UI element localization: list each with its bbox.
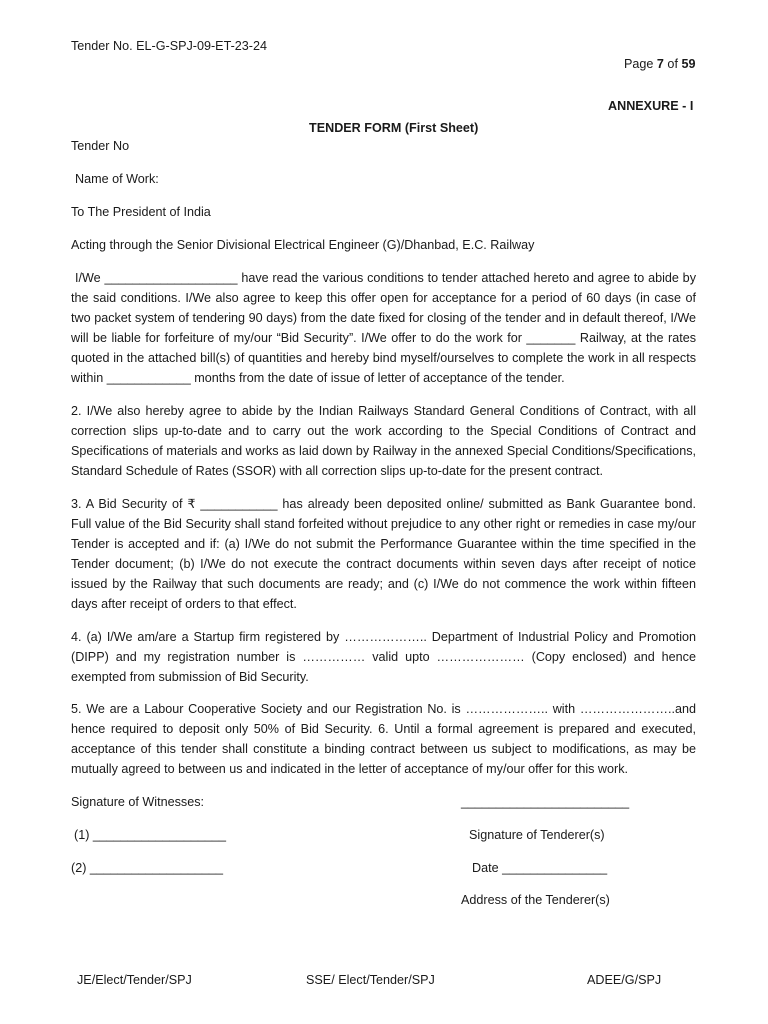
tenderer-signature-line: ________________________ (461, 795, 630, 809)
page-total: 59 (681, 57, 696, 71)
paragraph-3: 3. A Bid Security of ₹ ___________ has already been deposited online/ submitted as Bank Guarantee bond. Full value of the Bid Security shall stand forfeited without prejudice to any other right or remedies in case my/our Tender is accepted and if: (a) I/We do not submit the Performance Guarantee within the time specified in the Tender document; (b) I/We do not execute the contract documents within seven days after receipt of notice issued by the Railway that such documents are ready; and (c) I/We do not commence the work within fifteen days after receipt of orders to that effect. (71, 497, 696, 611)
footer-center: SSE/ Elect/Tender/SPJ (306, 973, 435, 987)
witness-2-line: (2) ___________________ (71, 861, 223, 875)
tenderer-address-label: Address of the Tenderer(s) (461, 893, 610, 907)
acting-through: Acting through the Senior Divisional Electrical Engineer (G)/Dhanbad, E.C. Railway (71, 238, 535, 252)
tenderer-signature-label: Signature of Tenderer(s) (469, 828, 605, 842)
paragraph-1: I/We ___________________ have read the various conditions to tender attached hereto and agree to abide by the said conditions. I/We also agree to keep this offer open for acceptance for a period of 60 days (in case of two packet system of tendering 90 days) from the date fixed for closing of the tender and in default thereof, I/We will be liable for forfeiture of my/our “Bid Security”. I/We offer to do the work for _______ Railway, at the rates quoted in the attached bill(s) of quantities and hereby bind myself/ourselves to complete the work in all respects within ____________ months from the date of issue of letter of acceptance of the tender. (71, 271, 696, 385)
date-line: Date _______________ (472, 861, 608, 875)
witness-1-line: (1) ___________________ (74, 828, 226, 842)
paragraph-5: 5. We are a Labour Cooperative Society and our Registration No. is ……………….. with …………………..and hence required to deposit only 50% of Bid Security. 6. Until a formal agreement is prepared and executed, acceptance of this tender shall constitute a binding contract between us subject to modifications, as may be mutually agreed to between us and indicated in the letter of acceptance of my/our offer for this work. (71, 702, 696, 776)
paragraph-2: 2. I/We also hereby agree to abide by the Indian Railways Standard General Conditions of Contract, with all correction slips up-to-date and to carry out the work according to the Special Conditions of Contract and Specifications of materials and works as laid down by Railway in the annexed Special Conditions/Specifications, Standard Schedule of Rates (SSOR) with all correction slips up-to-date for the present contract. (71, 404, 696, 478)
footer-right: ADEE/G/SPJ (587, 973, 662, 987)
annexure-label: ANNEXURE - I (608, 99, 694, 113)
page-prefix: Page (624, 57, 657, 71)
addressee: To The President of India (71, 205, 211, 219)
tender-no-label: Tender No (71, 139, 130, 153)
tender-reference: Tender No. EL-G-SPJ-09-ET-23-24 (71, 39, 267, 53)
page-current: 7 (656, 57, 664, 71)
name-of-work-label: Name of Work: (75, 172, 159, 186)
page-number (624, 57, 695, 71)
page-mid: of (663, 57, 682, 71)
paragraph-4: 4. (a) I/We am/are a Startup firm registered by ……………….. Department of Industrial Policy and Promotion (DIPP) and my registration number is …………… valid upto ………………… (Copy enclosed) and hence exempted from submission of Bid Security. (71, 630, 696, 684)
footer-left: JE/Elect/Tender/SPJ (77, 973, 192, 987)
form-title: TENDER FORM (First Sheet) (309, 121, 479, 135)
witnesses-label: Signature of Witnesses: (71, 795, 204, 809)
